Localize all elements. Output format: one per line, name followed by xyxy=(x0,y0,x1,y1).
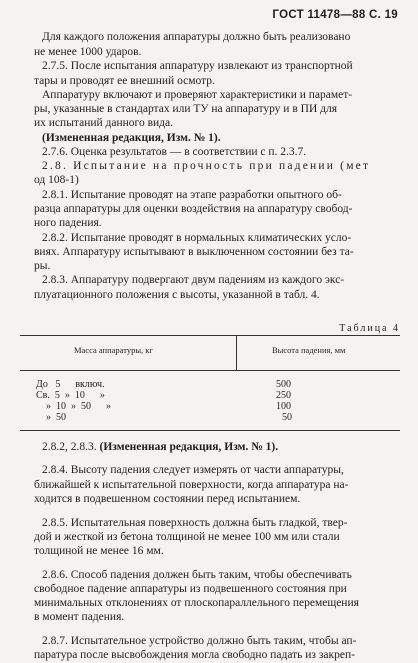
text-line: их испытаний данного вида. xyxy=(34,117,174,129)
section-heading: 2.8. Испытание на прочность при падении (мет xyxy=(42,160,371,172)
text-line: 2.7.6. Оценка результатов — в соответствии с п. 2.3.7. xyxy=(42,146,307,158)
text-line: в момент падения. xyxy=(34,611,125,623)
text-line: плуатационного положения с высоты, указанной в табл. 4. xyxy=(34,289,320,301)
text-line: 2.8.6. Способ падения должен быть таким, чтобы обеспечивать xyxy=(42,569,352,581)
page-header: ГОСТ 11478—88 С. 19 xyxy=(272,9,398,21)
table-cell-mass: » 50 xyxy=(46,412,66,423)
amendment-note-text: 2.8.2, 2.8.3. (Измененная редакция, Изм. № 1). xyxy=(42,441,279,453)
text-line: не менее 1000 ударов. xyxy=(34,46,142,58)
table-top-rule xyxy=(20,335,400,336)
text-line: 2.8.5. Испытательная поверхность должна быть гладкой, твер- xyxy=(42,517,348,529)
section-heading-cont: од 108-1) xyxy=(34,174,79,186)
text-line: Для каждого положения аппаратуры должно быть реализовано xyxy=(42,31,351,43)
text-line: 2.7.5. После испытания аппаратуру извлекают из транспортной xyxy=(42,60,353,72)
text-line: ры, указанные в стандартах или ТУ на аппаратуру и в ПИ для xyxy=(34,103,338,115)
text-line: дой и жесткой из бетона толщиной не менее 100 мм или стали xyxy=(34,531,340,543)
text-line: виях. Аппаратуру испытывают в выключенном состоянии без та- xyxy=(34,246,354,258)
column-header-height: Высота падения, мм xyxy=(272,345,346,355)
text-line: тары и проводят ее внешний осмотр. xyxy=(34,75,215,87)
text-line: 2.8.3. Аппаратуру подвергают двум падениям из каждого экс- xyxy=(42,274,345,286)
table-cell-mass: До 5 включ. xyxy=(36,379,105,390)
table-cell-mass: » 10 » 50 » xyxy=(46,401,111,412)
table-cell-mass: Св. 5 » 10 » xyxy=(36,390,105,401)
table-bottom-rule xyxy=(20,430,400,431)
text-line: 2.8.4. Высоту падения следует измерять от части аппаратуры, xyxy=(42,464,344,476)
text-line: паратура после высвобождения могла свободно падать из закреп- xyxy=(34,649,355,661)
text-line: ного падения. xyxy=(34,217,102,229)
text-line: минимальных отклонениях от плоскопараллельного перемещения xyxy=(34,597,359,609)
text-line: разца аппаратуры для оценки воздействия на аппаратуру свобод- xyxy=(34,203,353,215)
amendment-note xyxy=(42,440,408,454)
table-cell-height: 50 xyxy=(282,412,292,423)
text-line: 2.8.7. Испытательное устройство должно быть таким, чтобы ап- xyxy=(42,635,357,647)
text-line: 2.8.2. Испытание проводят в нормальных климатических усло- xyxy=(42,232,352,244)
text-line: ближайшей к испытательной поверхности, когда аппаратура на- xyxy=(34,479,349,491)
text-line: толщиной не менее 16 мм. xyxy=(34,545,164,557)
text-line: ходится в подвешенном состоянии перед испытанием. xyxy=(34,493,301,505)
text-line: свободное падение аппаратуры из подвешенного состояния при xyxy=(34,583,347,595)
amendment-note: (Измененная редакция, Изм. № 1). xyxy=(42,132,221,144)
column-header-mass: Масса аппаратуры, кг xyxy=(74,345,153,355)
column-divider xyxy=(236,335,237,370)
amendment-note-bold: (Измененная редакция, Изм. № 1). xyxy=(99,441,279,453)
table-caption: Таблица 4 xyxy=(339,323,400,334)
table-cell-height: 250 xyxy=(276,390,291,401)
table-cell-height: 100 xyxy=(276,401,291,412)
text-line: ры. xyxy=(34,260,51,272)
table-header-rule xyxy=(20,370,400,371)
text-line: 2.8.1. Испытание проводят на этапе разработки опытного об- xyxy=(42,189,342,201)
text-line: Аппаратуру включают и проверяют характеристики и парамет- xyxy=(42,89,353,101)
table-cell-height: 500 xyxy=(276,379,291,390)
